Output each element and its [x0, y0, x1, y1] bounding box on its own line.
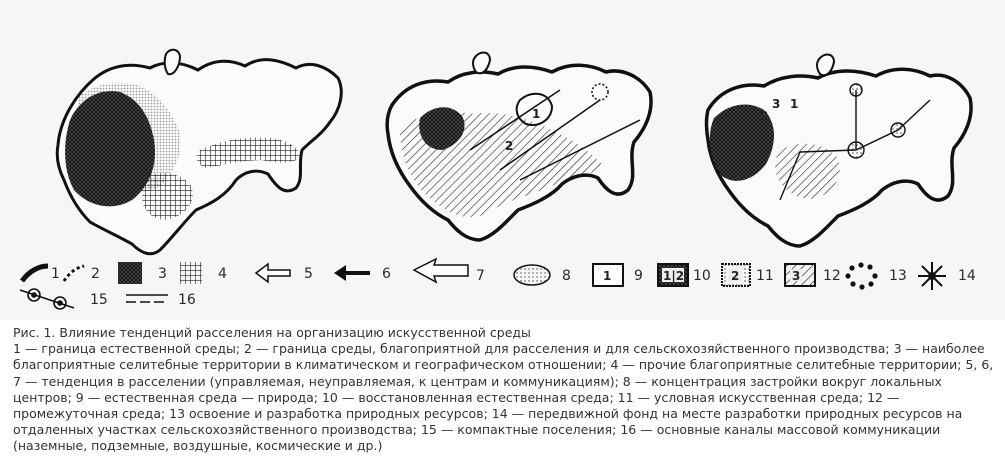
map-3: [707, 55, 972, 246]
map-2-label-2: 2: [505, 139, 514, 153]
map-3-label-3: 3: [772, 97, 781, 111]
legend-num-13: 13: [889, 268, 907, 284]
map-2-label-1: 1: [532, 107, 541, 121]
legend-num-10: 10: [693, 268, 711, 284]
map-1: [57, 50, 341, 254]
legend-item-5: [256, 264, 313, 282]
map-3-label-2: 2: [760, 109, 769, 123]
legend-num-6: 6: [382, 266, 391, 282]
dense-crosshatch-swatch-icon: [118, 262, 142, 284]
linked-settlements-icon: [20, 289, 74, 309]
legend-num-8: 8: [562, 268, 571, 284]
legend-num-11: 11: [756, 268, 774, 284]
legend-num-7: 7: [476, 268, 485, 284]
legend-item-7: [414, 259, 485, 284]
legend-item-6: [334, 265, 391, 282]
dashed-border-arc-icon: [64, 266, 84, 281]
legend-item-11: [722, 264, 774, 286]
legend-num-5: 5: [304, 266, 313, 282]
legend-item-4: [180, 262, 227, 284]
boxed-number-text: 1: [603, 269, 612, 283]
legend-item-15: [20, 289, 108, 309]
solid-arrow-icon: [334, 265, 370, 281]
legend: [20, 259, 976, 309]
boxed-number-icon: [593, 264, 623, 286]
legend-item-3: [118, 262, 167, 284]
open-arrow-icon: [256, 264, 290, 282]
dot-ring-icon: [845, 262, 877, 289]
double-line-icon: [126, 295, 168, 302]
legend-num-1: 1: [51, 266, 60, 282]
legend-num-2: 2: [91, 266, 100, 282]
hatched-box-number-text: 3: [792, 269, 801, 283]
thick-border-arc-icon: [22, 266, 48, 281]
legend-num-4: 4: [218, 266, 227, 282]
legend-item-16: [126, 292, 196, 308]
hatched-box-number-icon: [785, 264, 815, 286]
figure-caption: [13, 325, 998, 455]
legend-item-8: [514, 265, 571, 285]
map-3-label-1: 1: [790, 97, 799, 111]
legend-item-14: [918, 262, 976, 290]
large-outline-arrow-icon: [414, 259, 468, 282]
legend-num-16: 16: [178, 292, 196, 308]
map-2: [387, 53, 651, 240]
grid-swatch-icon: [180, 262, 202, 284]
legend-item-13: [845, 262, 906, 289]
legend-item-9: [593, 264, 643, 286]
star-cluster-icon: [918, 262, 946, 290]
legend-item-10: [658, 264, 711, 286]
legend-item-12: [785, 264, 841, 286]
dotted-box-number-icon: [722, 264, 750, 286]
legend-num-3: 3: [158, 266, 167, 282]
boxed-dark-number-text: 1|2: [663, 269, 685, 283]
caption-title: Рис. 1. Влияние тенденций расселения на организацию искусственной среды: [13, 325, 531, 340]
map-2-island: [473, 53, 490, 74]
dotted-box-number-text: 2: [731, 269, 740, 283]
legend-item-2: [64, 266, 100, 282]
legend-item-1: [22, 266, 60, 282]
caption-body: 1 — граница естественной среды; 2 — граница среды, благоприятной для расселения и для сельскохозяйственного производства; 3 — наиболее благоприятные селитебные территории в климатическом и географическом отношении; 4 — прочие благоприятные селитебные территории; 5, 6, 7 — тенденция в расселении (управляемая, неуправляемая, к центрам и коммуникациям); 8 — концентрация застройки вокруг локальных центров; 9 — естественная среда — природа; 10 — восстановленная естественная среда; 11 — условная искусственная среда; 12 — промежуточная среда; 13 освоение и разработка природных ресурсов; 14 — передвижной фонд на месте разработки природных ресурсов на отдаленных участках сельскохозяйственного производства; 15 — компактные поселения; 16 — основные каналы массовой коммуникации (наземные, подземные, воздушные, космические и др.): [13, 341, 994, 454]
dotted-blob-icon: [514, 265, 550, 285]
legend-num-14: 14: [958, 268, 976, 284]
legend-num-9: 9: [634, 268, 643, 284]
legend-num-12: 12: [823, 268, 841, 284]
boxed-dark-number-icon: [658, 264, 688, 286]
legend-num-15: 15: [90, 292, 108, 308]
